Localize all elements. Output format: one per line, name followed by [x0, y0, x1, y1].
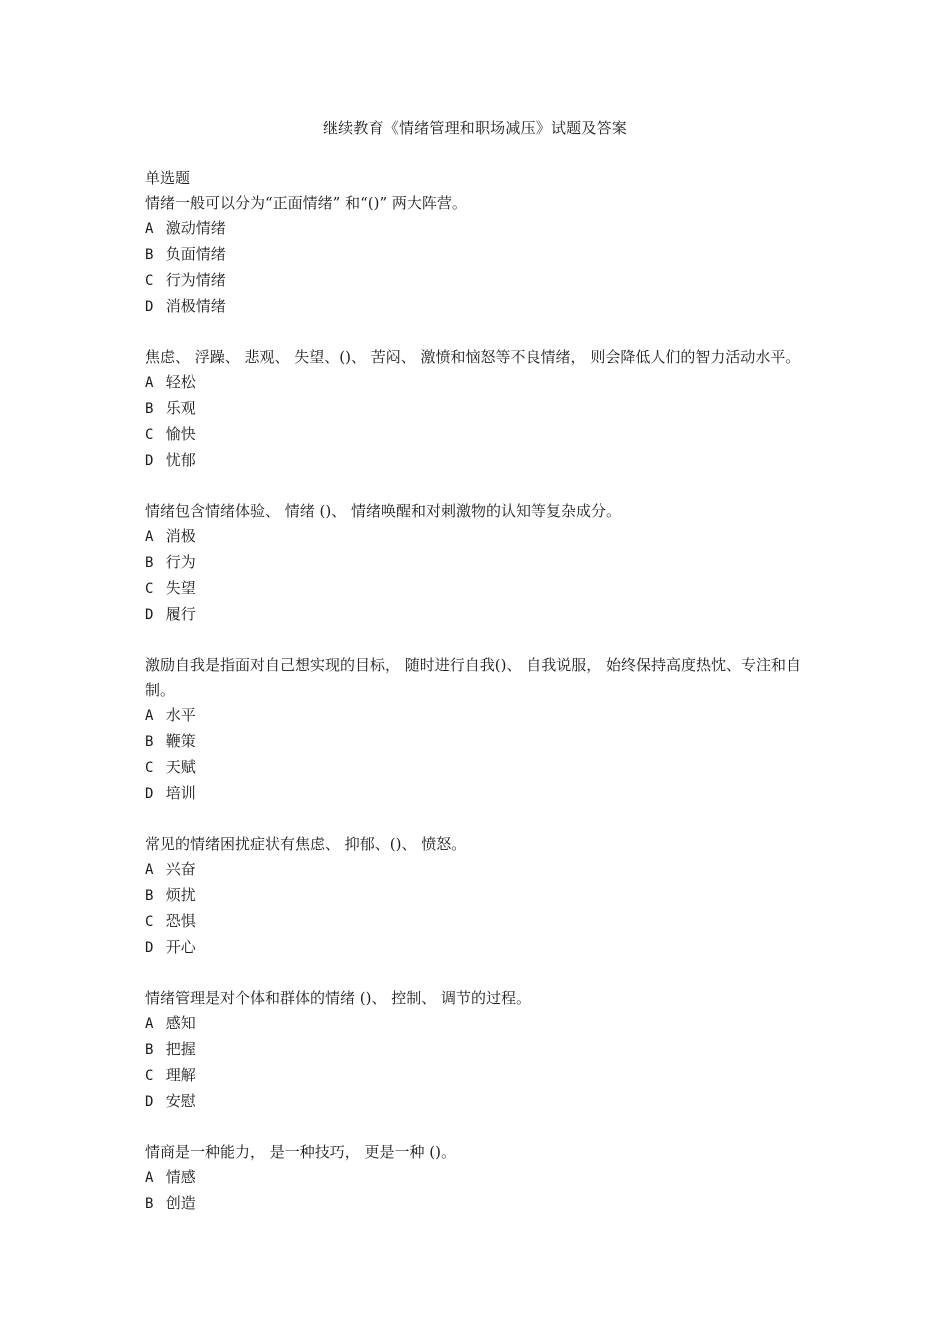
- option-text: 培训: [165, 784, 196, 802]
- option-letter: D: [145, 940, 154, 956]
- option-letter: D: [145, 1094, 154, 1110]
- option-letter: B: [145, 1042, 154, 1058]
- option-letter: A: [145, 529, 154, 545]
- option-d: [145, 448, 815, 474]
- option-letter: C: [145, 1068, 154, 1084]
- option-text: 负面情绪: [165, 245, 226, 263]
- question-1: [145, 191, 815, 320]
- document-title: 继续教育《情绪管理和职场减压》试题及答案: [322, 119, 627, 137]
- option-list: [145, 524, 815, 628]
- option-b: [145, 729, 815, 755]
- option-text: 激动情绪: [165, 219, 226, 237]
- option-a: [145, 857, 815, 883]
- question-4: [145, 653, 815, 807]
- option-text: 水平: [165, 706, 196, 724]
- option-text: 安慰: [165, 1092, 196, 1110]
- option-letter: A: [145, 375, 154, 391]
- option-text: 理解: [165, 1066, 196, 1084]
- option-letter: D: [145, 299, 154, 315]
- option-a: [145, 370, 815, 396]
- option-a: [145, 1165, 815, 1191]
- document-body: [145, 166, 815, 1242]
- option-list: [145, 1011, 815, 1115]
- option-text: 乐观: [165, 399, 196, 417]
- option-letter: B: [145, 1196, 154, 1212]
- question-text: 情绪包含情绪体验、 情绪 ()、 情绪唤醒和对刺激物的认知等复杂成分。: [145, 502, 622, 520]
- option-text: 行为情绪: [165, 271, 226, 289]
- option-letter: A: [145, 221, 154, 237]
- option-text: 消极: [165, 527, 196, 545]
- question-text: 常见的情绪困扰症状有焦虑、 抑郁、()、 愤怒。: [145, 835, 467, 853]
- option-c: [145, 909, 815, 935]
- option-c: [145, 268, 815, 294]
- option-a: [145, 524, 815, 550]
- option-letter: A: [145, 862, 154, 878]
- option-letter: B: [145, 888, 154, 904]
- option-letter: A: [145, 1170, 154, 1186]
- question-2: [145, 345, 815, 474]
- option-list: [145, 370, 815, 474]
- option-letter: B: [145, 734, 154, 750]
- option-text: 把握: [165, 1040, 196, 1058]
- question-5: [145, 832, 815, 961]
- question-text: 情绪管理是对个体和群体的情绪 ()、 控制、 调节的过程。: [145, 989, 532, 1007]
- option-list: [145, 703, 815, 807]
- option-d: [145, 781, 815, 807]
- option-b: [145, 1191, 815, 1217]
- option-list: [145, 857, 815, 961]
- option-a: [145, 1011, 815, 1037]
- option-letter: B: [145, 247, 154, 263]
- option-text: 恐惧: [165, 912, 196, 930]
- option-text: 愉快: [165, 425, 196, 443]
- option-letter: C: [145, 760, 154, 776]
- option-text: 开心: [165, 938, 196, 956]
- section-label: 单选题: [145, 169, 191, 187]
- option-text: 履行: [165, 605, 196, 623]
- option-text: 烦扰: [165, 886, 196, 904]
- option-text: 忧郁: [165, 451, 196, 469]
- question-text: 情绪一般可以分为“正面情绪” 和“()” 两大阵营。: [145, 194, 467, 212]
- option-d: [145, 602, 815, 628]
- option-c: [145, 422, 815, 448]
- option-c: [145, 1063, 815, 1089]
- option-letter: A: [145, 1016, 154, 1032]
- option-letter: B: [145, 555, 154, 571]
- option-letter: D: [145, 607, 154, 623]
- option-b: [145, 883, 815, 909]
- option-letter: D: [145, 453, 154, 469]
- option-letter: C: [145, 427, 154, 443]
- option-text: 鞭策: [165, 732, 196, 750]
- question-text: 情商是一种能力， 是一种技巧， 更是一种 ()。: [145, 1143, 457, 1161]
- option-d: [145, 935, 815, 961]
- option-d: [145, 294, 815, 320]
- option-text: 创造: [165, 1194, 196, 1212]
- option-text: 感知: [165, 1014, 196, 1032]
- option-b: [145, 1037, 815, 1063]
- option-list: [145, 216, 815, 320]
- option-letter: C: [145, 914, 154, 930]
- option-c: [145, 576, 815, 602]
- option-text: 兴奋: [165, 860, 196, 878]
- option-a: [145, 703, 815, 729]
- question-text: 焦虑、 浮躁、 悲观、 失望、()、 苦闷、 激愤和恼怒等不良情绪， 则会降低人们的智力活动水平。: [145, 348, 801, 366]
- option-list: [145, 1165, 815, 1217]
- option-letter: A: [145, 708, 154, 724]
- option-b: [145, 550, 815, 576]
- question-7: [145, 1140, 815, 1217]
- option-text: 消极情绪: [165, 297, 226, 315]
- question-3: [145, 499, 815, 628]
- option-letter: B: [145, 401, 154, 417]
- option-text: 失望: [165, 579, 196, 597]
- option-text: 轻松: [165, 373, 196, 391]
- option-b: [145, 242, 815, 268]
- question-6: [145, 986, 815, 1115]
- option-d: [145, 1089, 815, 1115]
- option-b: [145, 396, 815, 422]
- option-a: [145, 216, 815, 242]
- option-c: [145, 755, 815, 781]
- question-text: 激励自我是指面对自己想实现的目标， 随时进行自我()、 自我说服， 始终保持高度热忱、专注和自制。: [145, 656, 802, 699]
- option-text: 行为: [165, 553, 196, 571]
- option-text: 情感: [165, 1168, 196, 1186]
- option-letter: C: [145, 273, 154, 289]
- option-letter: D: [145, 786, 154, 802]
- option-letter: C: [145, 581, 154, 597]
- option-text: 天赋: [165, 758, 196, 776]
